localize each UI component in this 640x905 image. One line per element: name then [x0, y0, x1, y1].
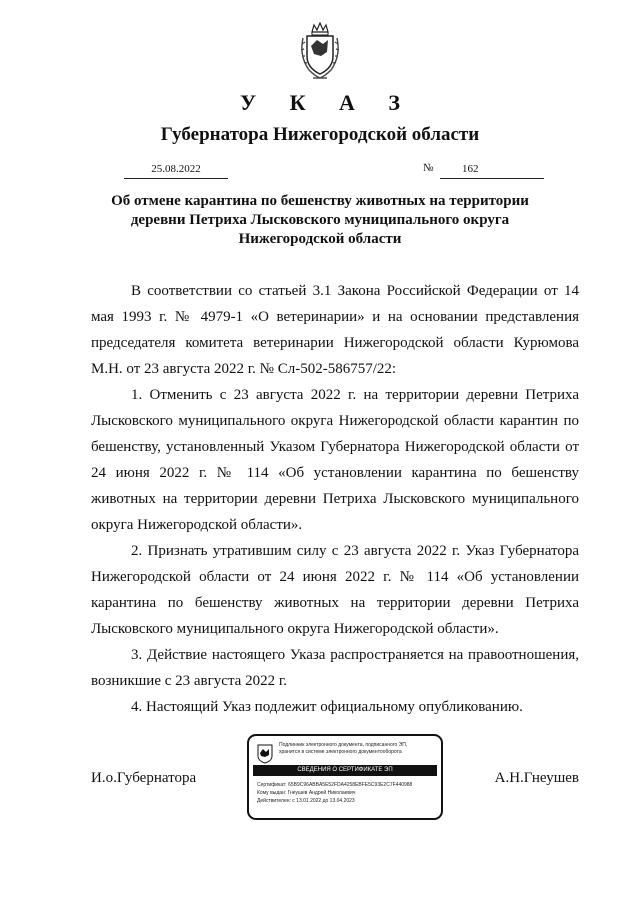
- stamp-note-line: Подлинник электронного документа, подписанного ЭП,: [279, 742, 408, 748]
- clause-4-paragraph: 4. Настоящий Указ подлежит официальному опубликованию.: [131, 699, 523, 715]
- clause-1-paragraph: 1. Отменить с 23 августа 2022 г. на территории деревни Петриха Лысковского муниципального округа Нижегородской области карантин по бешенству, установленный Указом Губернатора Нижегородской области от 24 июня 2022 г. № 114 «Об установлении карантина по бешенству животных на территории деревни Петриха Лысковского муниципального округа Нижегородской области».: [91, 387, 579, 533]
- certificate-details: [257, 781, 441, 805]
- region-logo-icon: [257, 744, 273, 764]
- certificate-row: [257, 781, 441, 789]
- signatory-position: И.о.Губернатора: [91, 770, 197, 786]
- signatory-name: А.Н.Гнеушев: [494, 770, 579, 786]
- certificate-label: Сертификат:: [257, 782, 287, 788]
- valid-row: [257, 797, 441, 805]
- number-sign: №: [423, 162, 434, 174]
- document-heading: [110, 192, 530, 249]
- document-type-title: У К А З: [239, 90, 415, 115]
- certificate-value: 65B9C96ABBA5E52FDA4258EBFE5C93E2C7F440988: [288, 782, 413, 788]
- preamble-paragraph: В соответствии со статьей 3.1 Закона Российской Федерации от 14 мая 1993 г. № 4979-1 «О ветеринарии» и на основании представления председателя комитета ветеринарии Нижегородской области Курюмова М.Н. от 23 августа 2022 г. № Сл-502-586757/22:: [91, 283, 579, 377]
- valid-label: Действителен:: [257, 798, 291, 804]
- document-body: [91, 278, 579, 720]
- stamp-note-line: хранится в системе электронного документооборота: [279, 749, 402, 755]
- heading-line: Нижегородской области: [238, 231, 402, 247]
- stamp-note: [279, 742, 439, 756]
- clause-2-paragraph: 2. Признать утратившим силу с 23 августа 2022 г. Указ Губернатора Нижегородской области от 24 июня 2022 г. № 114 «Об установлении карантина по бешенству животных на территории деревни Петриха Лысковского муниципального округа Нижегородской области».: [91, 543, 579, 637]
- issued-to-label: Кому выдан:: [257, 790, 287, 796]
- document-number: 162: [440, 161, 544, 179]
- valid-value: с 13.01.2022 до 13.04.2023: [292, 798, 355, 804]
- heading-line: Об отмене карантина по бешенству животных на территории: [111, 193, 529, 209]
- issued-to-row: [257, 789, 441, 797]
- clause-3-paragraph: 3. Действие настоящего Указа распространяется на правоотношения, возникшие с 23 августа 2022 г.: [91, 647, 579, 689]
- stamp-title-bar: СВЕДЕНИЯ О СЕРТИФИКАТЕ ЭП: [253, 765, 437, 776]
- issued-to-value: Гнеушев Андрей Николаевич: [287, 790, 356, 796]
- electronic-signature-stamp: [247, 734, 443, 820]
- heading-line: деревни Петриха Лысковского муниципального округа: [130, 212, 510, 228]
- issuer-title: Губернатора Нижегородской области: [160, 124, 480, 145]
- document-date: 25.08.2022: [124, 161, 228, 179]
- coat-of-arms-emblem: [297, 22, 343, 82]
